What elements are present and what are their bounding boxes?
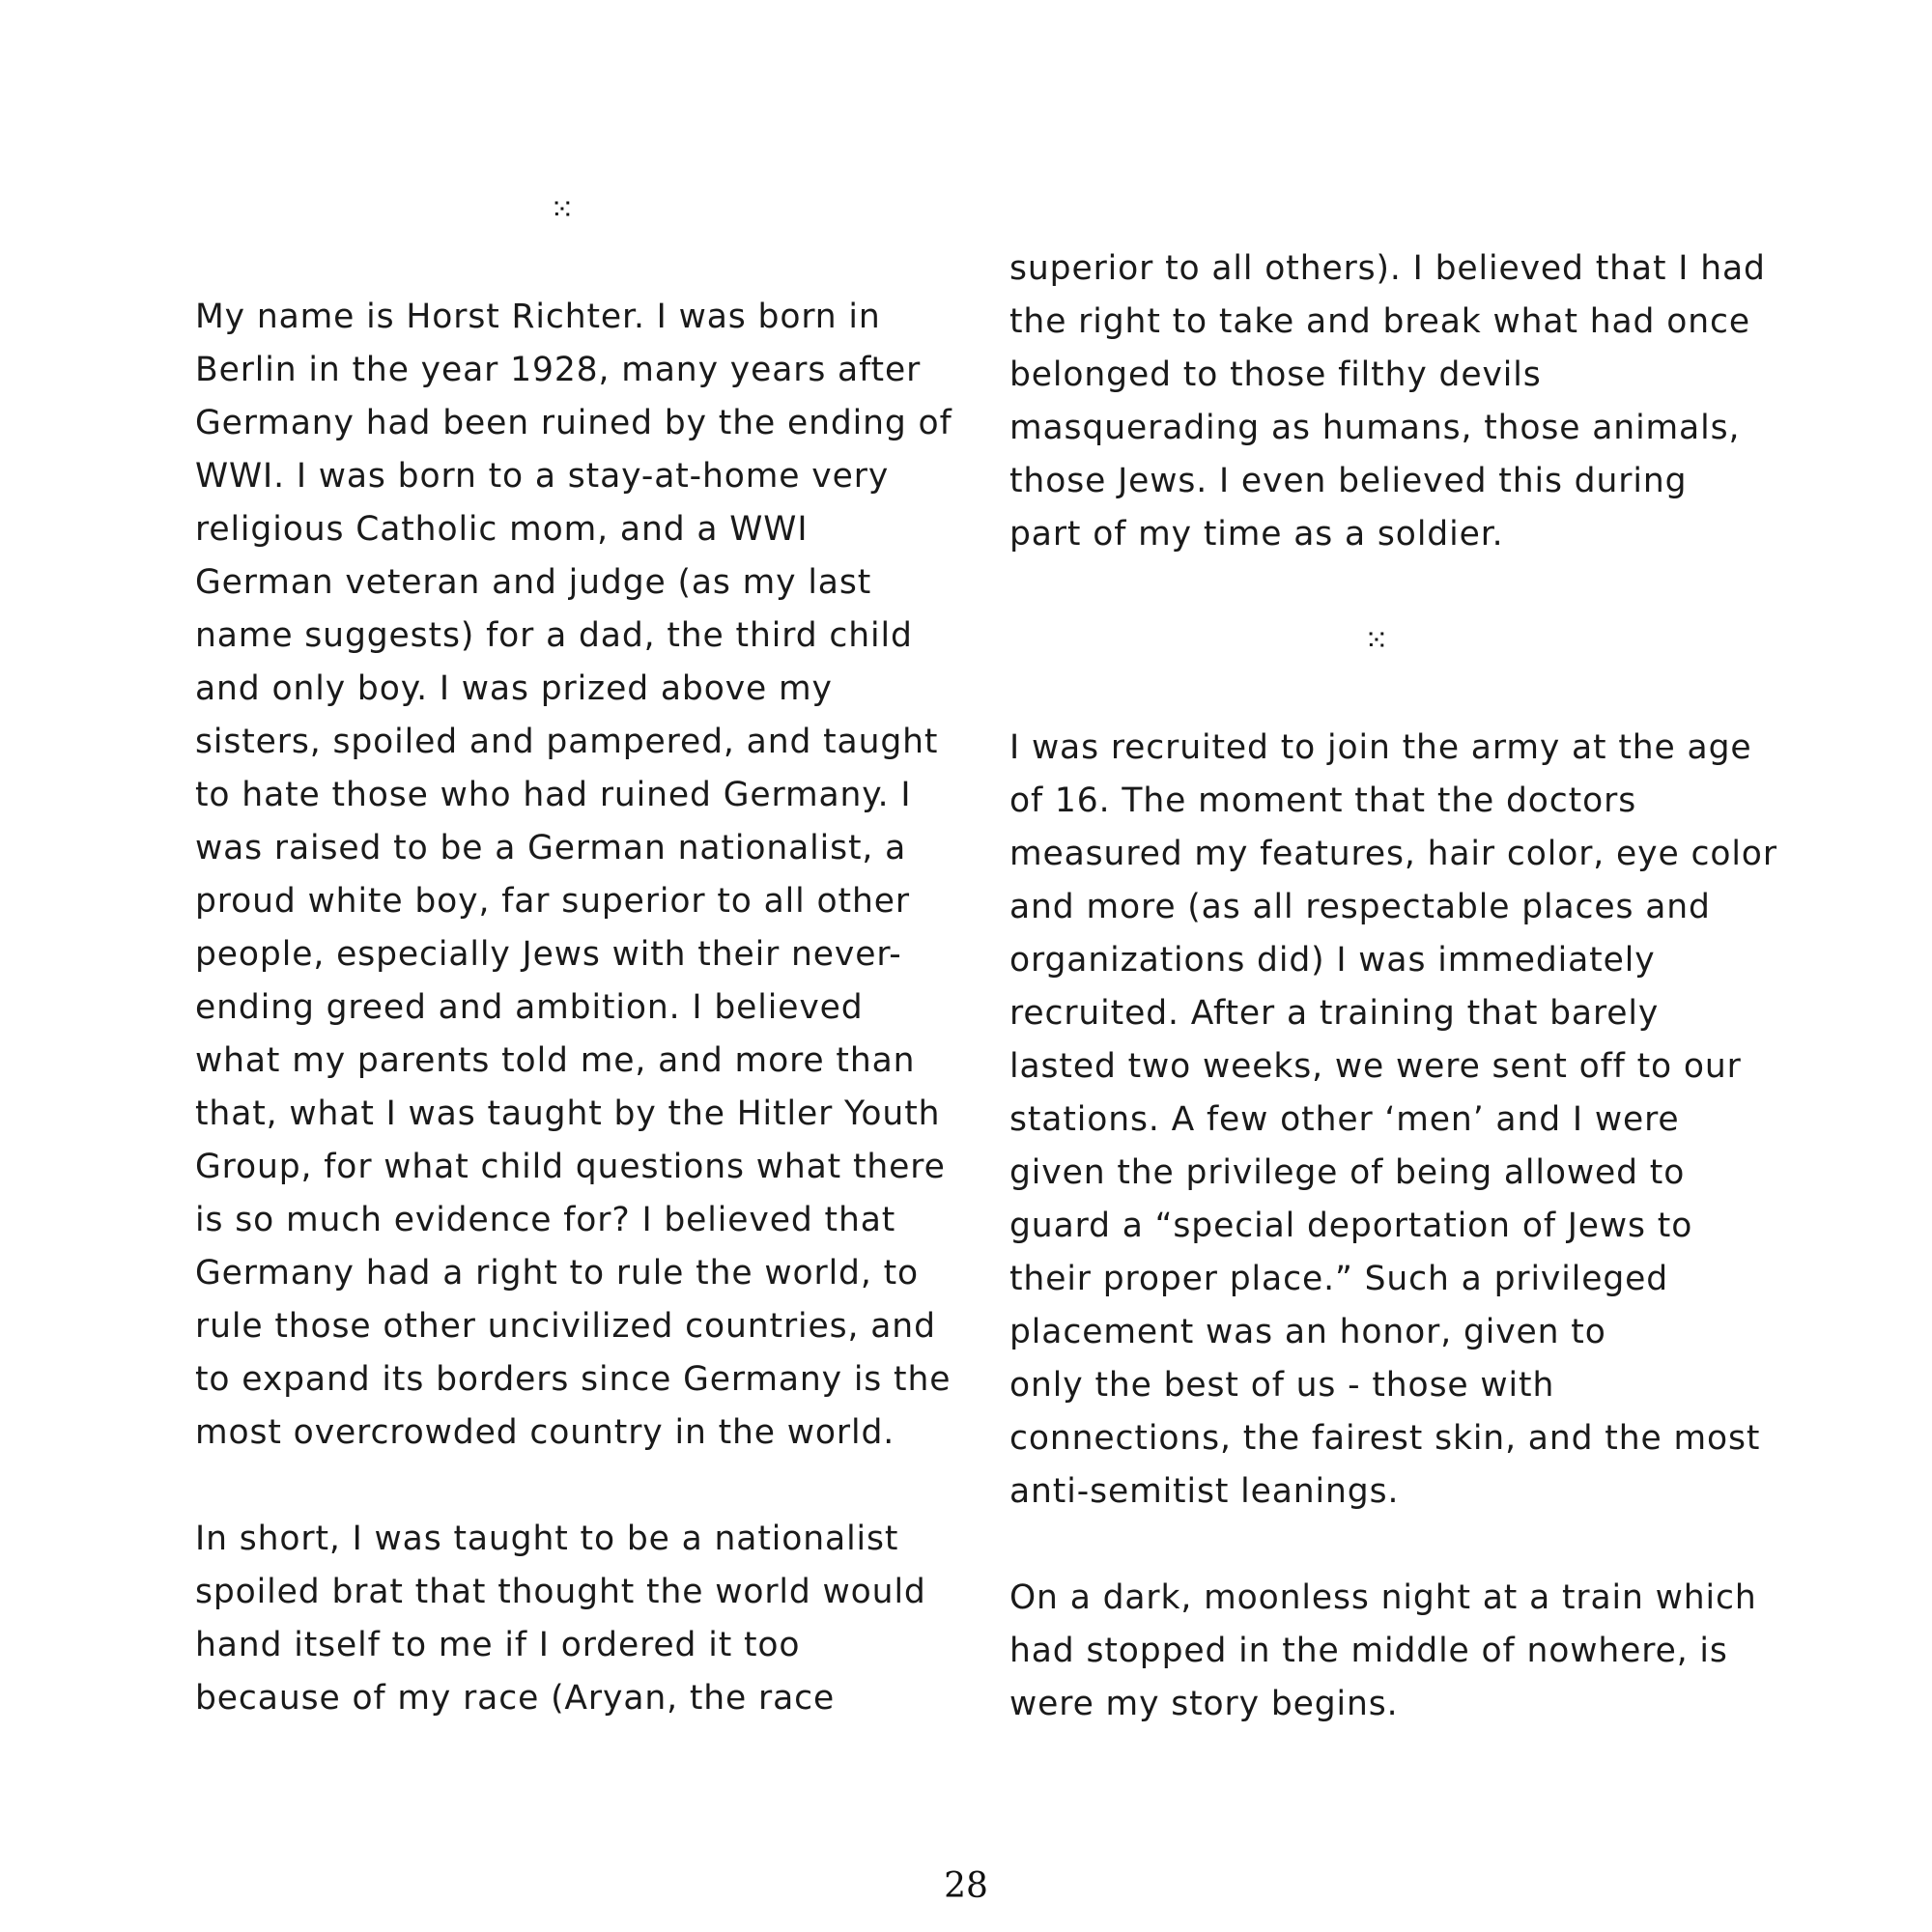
text-line: sisters, spoiled and pampered, and taught <box>195 723 939 761</box>
text-line: to hate those who had ruined Germany. I <box>195 776 912 814</box>
text-line: Germany had a right to rule the world, to <box>195 1254 920 1293</box>
right-paragraph-2 <box>1009 1572 1782 1731</box>
text-line: superior to all others). I believed that I had <box>1009 249 1766 288</box>
text-line: belonged to those filthy devils <box>1009 355 1542 394</box>
text-line: rule those other uncivilized countries, and <box>195 1307 936 1346</box>
text-line: anti-semitist leanings. <box>1009 1472 1400 1511</box>
text-line: German veteran and judge (as my last <box>195 563 872 602</box>
text-line: their proper place.” Such a privileged <box>1009 1260 1669 1298</box>
text-line: hand itself to me if I ordered it too <box>195 1626 801 1664</box>
paragraph-gap <box>195 1460 968 1513</box>
text-line: proud white boy, far superior to all other <box>195 882 910 921</box>
text-line: that, what I was taught by the Hitler Youth <box>195 1094 941 1133</box>
text-line: recruited. After a training that barely <box>1009 994 1660 1033</box>
text-line: were my story begins. <box>1009 1685 1399 1723</box>
text-line: ending greed and ambition. I believed <box>195 988 864 1027</box>
text-line: to expand its borders since Germany is the <box>195 1360 952 1399</box>
section-break-ornament-icon: ⁙ <box>1364 624 1389 658</box>
left-paragraph-2 <box>195 1513 968 1725</box>
text-line: only the best of us - those with <box>1009 1366 1555 1405</box>
text-line: and more (as all respectable places and <box>1009 888 1711 926</box>
text-line: lasted two weeks, we were sent off to our <box>1009 1047 1742 1086</box>
text-line: spoiled brat that thought the world would <box>195 1573 926 1611</box>
text-line: connections, the fairest skin, and the most <box>1009 1419 1761 1458</box>
text-line: My name is Horst Richter. I was born in <box>195 298 881 336</box>
text-line: measured my features, hair color, eye color <box>1009 835 1777 873</box>
text-line: most overcrowded country in the world. <box>195 1413 895 1452</box>
text-line: On a dark, moonless night at a train which <box>1009 1578 1757 1617</box>
text-line: stations. A few other ‘men’ and I were <box>1009 1100 1680 1139</box>
right-paragraph-continued <box>1009 242 1782 561</box>
text-line: name suggests) for a dad, the third child <box>195 616 913 655</box>
text-line: part of my time as a soldier. <box>1009 515 1504 554</box>
paragraph-gap <box>1009 1519 1782 1572</box>
text-line: WWI. I was born to a stay-at-home very <box>195 457 890 496</box>
right-paragraph-1 <box>1009 722 1782 1519</box>
text-line: religious Catholic mom, and a WWI <box>195 510 809 549</box>
text-line: had stopped in the middle of nowhere, is <box>1009 1632 1728 1670</box>
page-number: 28 <box>944 1866 988 1906</box>
text-line: given the privilege of being allowed to <box>1009 1153 1686 1192</box>
text-line: what my parents told me, and more than <box>195 1041 916 1080</box>
text-line: of 16. The moment that the doctors <box>1009 781 1637 820</box>
text-line: Berlin in the year 1928, many years after <box>195 351 922 389</box>
text-line: because of my race (Aryan, the race <box>195 1679 836 1718</box>
text-line: In short, I was taught to be a nationalist <box>195 1520 899 1558</box>
right-column <box>1009 242 1782 1731</box>
text-line: Group, for what child questions what there <box>195 1148 946 1186</box>
text-line: the right to take and break what had once <box>1009 302 1750 341</box>
text-line: placement was an honor, given to <box>1009 1313 1606 1351</box>
text-line: masquerading as humans, those animals, <box>1009 409 1741 447</box>
text-line: guard a “special deportation of Jews to <box>1009 1207 1693 1245</box>
section-break-ornament-icon: ⁙ <box>550 193 575 227</box>
text-line: I was recruited to join the army at the age <box>1009 728 1752 767</box>
text-line: and only boy. I was prized above my <box>195 669 833 708</box>
left-paragraph-1 <box>195 291 968 1460</box>
text-line: is so much evidence for? I believed that <box>195 1201 896 1239</box>
left-column <box>195 184 968 1725</box>
text-line: people, especially Jews with their never- <box>195 935 902 974</box>
text-line: those Jews. I even believed this during <box>1009 462 1688 500</box>
text-line: Germany had been ruined by the ending of <box>195 404 952 442</box>
text-line: organizations did) I was immediately <box>1009 941 1656 980</box>
text-line: was raised to be a German nationalist, a <box>195 829 907 867</box>
